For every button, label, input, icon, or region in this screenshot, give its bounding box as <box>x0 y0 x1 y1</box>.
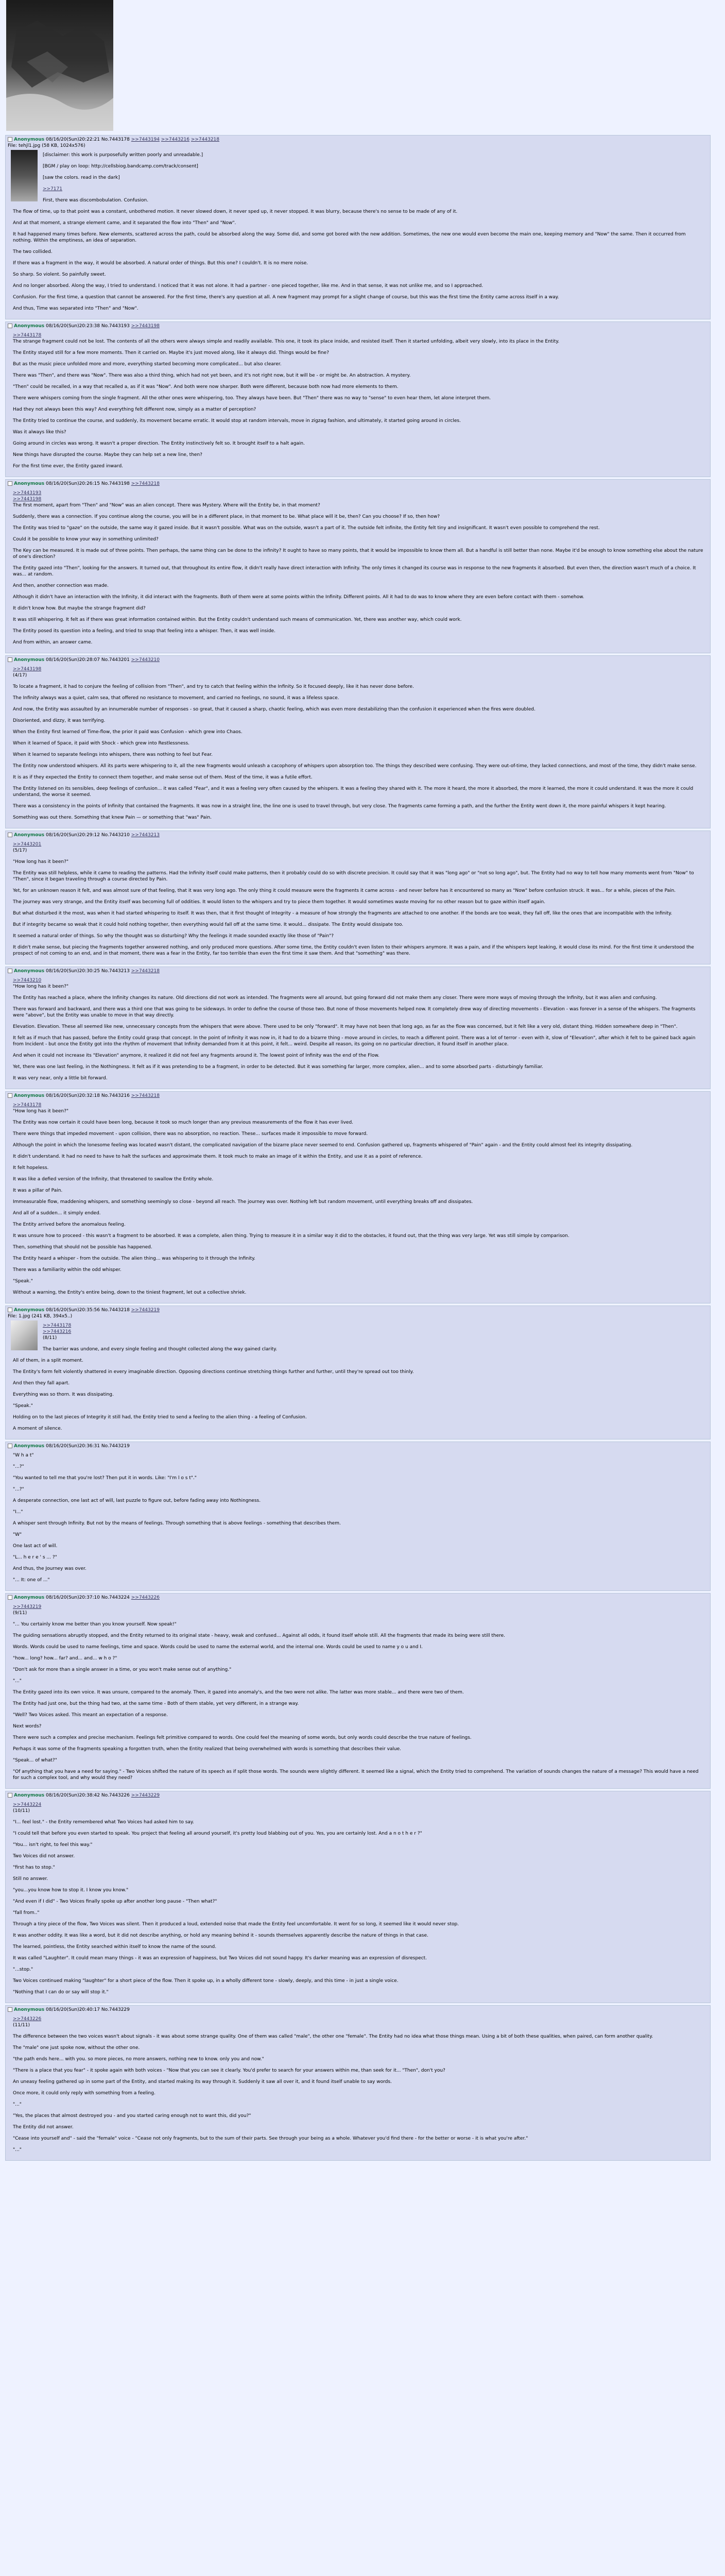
post-thumbnail[interactable] <box>11 1320 38 1350</box>
thread <box>5 133 721 2161</box>
post-paragraph: A whisper sent through Infinity. But not by the means of feelings. Through something that is above feelings - something that describes them. <box>13 1521 341 1526</box>
post-header <box>8 657 706 663</box>
post-paragraph: So sharp. So violent. So painfully sweet. <box>13 272 106 277</box>
poster-name: Anonymous <box>14 1093 45 1098</box>
post-body <box>13 332 706 469</box>
quote-link[interactable]: >>7443198 <box>13 667 42 672</box>
post-checkbox[interactable] <box>8 481 12 486</box>
post-paragraph: "Nothing that I can do or say will stop it." <box>13 1990 109 1995</box>
file-info[interactable]: File: 1.jpg (241 KB, 394x5..) <box>8 1314 73 1319</box>
backlink[interactable]: >>7443213 <box>131 833 160 838</box>
post-body <box>13 1452 706 1583</box>
post-paragraph: New things have disrupted the course. Maybe they can help set a new line, then? <box>13 452 202 457</box>
post-paragraph: And all of a sudden... it simply ended. <box>13 1211 101 1216</box>
post-paragraph: "you...you know how to stop it. I know you know." <box>13 1888 129 1893</box>
post-header <box>8 323 706 329</box>
post-paragraph: "...?" <box>13 1487 24 1492</box>
post-paragraph: "How long has it been?" <box>13 859 68 865</box>
post-body <box>13 977 706 1081</box>
post-paragraph: Perhaps it was some of the fragments speaking a forgotten truth, when the Entity realized that being overwhelmed with words is something that describes their value. <box>13 1747 402 1752</box>
poster-name: Anonymous <box>14 137 45 142</box>
post-paragraph: [saw the colors. read in the dark] <box>43 175 120 180</box>
op-image[interactable] <box>6 0 113 131</box>
post-paragraph: First, there was discombobulation. Confusion. <box>43 198 149 203</box>
post-paragraph: "Well? Two Voices asked. This meant an expectation of a response. <box>13 1713 168 1718</box>
post-paragraph: "... It: one of ..." <box>13 1578 50 1583</box>
post-date-number[interactable]: 08/16/20(Sun)20:40:17 No.7443229 <box>44 2007 130 2012</box>
post-paragraph: Words. Words could be used to name feelings, time and space. Words could be used to name the external world, and the internal one. Words could be used to name y o u and I. <box>13 1645 423 1650</box>
post-paragraph: And then, another connection was made. <box>13 583 109 588</box>
post-paragraph: All of them, in a split moment. <box>13 1358 83 1363</box>
post-paragraph: And thus, the Journey was over. <box>13 1566 87 1571</box>
post-header <box>8 1093 706 1099</box>
post-header <box>8 481 706 487</box>
poster-name: Anonymous <box>14 481 45 486</box>
post-paragraph: It seemed a natural order of things. So why the thought was so disturbing? Why the feelings it made sounded exactly like those of "Pain"? <box>13 934 334 939</box>
backlink[interactable]: >>7443218 <box>131 1093 160 1098</box>
post <box>5 135 711 319</box>
post-paragraph: "..." <box>13 1679 22 1684</box>
post-paragraph: And when it could not increase its "Elevation" anymore, it realized it did not feel any fragments around it. The lowest point of Infinity was the end of the Flow. <box>13 1053 379 1058</box>
post-paragraph: It felt hopeless. <box>13 1165 49 1171</box>
post-paragraph: (8/11) <box>43 1335 57 1341</box>
backlink[interactable]: >>7443218 <box>131 969 160 974</box>
quote-link[interactable]: >>7443178 <box>13 333 42 338</box>
post-thumbnail[interactable] <box>11 150 38 201</box>
post-paragraph: Suddenly, there was a connection. If you continue along the course, you will be in a different place, in that moment to be. What place will it be, then? Can you choose? If so, then how? <box>13 514 440 519</box>
post-paragraph: Two Voices did not answer. <box>13 1854 75 1859</box>
post-header <box>8 2007 706 2013</box>
post-paragraph: Although it didn't have an interaction with the Infinity, it did interact with the fragments. Both of them were at some points within the Infinity. Different points. All it had to do was to know where they are even before contact with them - somehow. <box>13 595 584 600</box>
post-paragraph: "Of anything that you have a need for saying." - Two Voices shifted the nature of its speech as if split those words. The sounds were slightly different. It seemed like a signal, which the Entity tried to comprehend. The variation of sounds changes the nature of a message? This would have a need for such a complex tool, and why would they need? <box>13 1769 699 1781</box>
post-paragraph: Without a warning, the Entity's entire being, down to the tiniest fragment, let out a collective shriek. <box>13 1290 247 1295</box>
post-paragraph: The Entity had just one, but the thing had two, at the same time - Both of them stable, yet very different, in a strange way. <box>13 1701 299 1706</box>
post-paragraph: Going around in circles was wrong. It wasn't a proper direction. The Entity instinctively felt so. It brought itself to a halt again. <box>13 441 305 446</box>
poster-name: Anonymous <box>14 969 45 974</box>
post-paragraph: For the first time ever, the Entity gazed inward. <box>13 464 124 469</box>
post-date-number[interactable]: 08/16/20(Sun)20:29:12 No.7443210 <box>44 833 131 838</box>
post <box>5 655 711 828</box>
post-paragraph: Then, something that should not be possible has happened. <box>13 1245 152 1250</box>
backlink[interactable]: >>7443210 <box>131 657 160 663</box>
post-paragraph: The Entity posed its question into a feeling, and tried to snap that feeling into a whisper. Then, it was well inside. <box>13 629 275 634</box>
post-paragraph: Immeasurable flow, maddening whispers, and something seemingly so close - beyond all reach. The journey was over. Nothing left but random movement, until everything breaks off and dissipates. <box>13 1199 473 1205</box>
post <box>5 1791 711 2003</box>
post-paragraph: "Cease into yourself and" - said the "female" voice - "Cease not only fragments, but to the sum of their parts. See through your being as a whole. Whatever you'd find there - for the better or worse - it is what you're after." <box>13 2136 528 2141</box>
post-date-number[interactable]: 08/16/20(Sun)20:37:10 No.7443224 <box>44 1595 131 1600</box>
post-paragraph: The Entity stayed still for a few more moments. Then it carried on. Maybe it's just moved along, like it always did. Things would be fine? <box>13 350 329 355</box>
post-paragraph: But if integrity became so weak that it could hold nothing together, then everything would fall off at the same time. It would... dissipate. The Entity would dissipate too. <box>13 922 404 927</box>
post-paragraph: [BGM / play on loop: http://cellsbiog.bandcamp.com/track/consent] <box>43 164 198 169</box>
post-paragraph: It was still whispering. It felt as if there was great information contained within. But the Entity couldn't understand such means of communication. Yet, there was another way, which could work. <box>13 617 462 622</box>
poster-name: Anonymous <box>14 1595 45 1600</box>
poster-name: Anonymous <box>14 657 45 663</box>
post-paragraph: There were such a complex and precise mechanism. Feelings felt primitive compared to words. One could feel the meaning of some words, but only words could describe the true nature of feelings. <box>13 1735 472 1740</box>
post-body <box>13 1102 706 1296</box>
post-paragraph: "the path ends here... with you. so more pieces, no more answers, nothing new to know. only you and now." <box>13 2057 264 2062</box>
post-paragraph: The Entity arrived before the anomalous feeling. <box>13 1222 126 1227</box>
post-paragraph: (5/17) <box>13 848 27 853</box>
post-paragraph: The two collided. <box>13 249 53 255</box>
post-checkbox[interactable] <box>8 969 12 973</box>
quote-link[interactable]: >>7443178 <box>13 1103 42 1108</box>
post-date-number[interactable]: 08/16/20(Sun)20:28:07 No.7443201 <box>44 657 131 663</box>
quote-link[interactable]: >>7443201 <box>13 842 42 847</box>
post-checkbox[interactable] <box>8 1595 12 1600</box>
backlink[interactable]: >>7443218 <box>191 137 220 142</box>
post-paragraph: "... You certainly know me better than you know yourself. Now speak!" <box>13 1622 177 1627</box>
post <box>5 1091 711 1303</box>
post-checkbox[interactable] <box>8 137 12 142</box>
post-paragraph: Holding on to the last pieces of Integrity it still had, the Entity tried to send a feeling to the alien thing - a feeling of Confusion. <box>13 1415 307 1420</box>
post-paragraph: An uneasy feeling gathered up in some part of the Entity, and started making its way through it. Suddenly it saw all over it, and it found itself unable to say words. <box>13 2079 392 2084</box>
post-paragraph: It was another oddity. It was like a word, but it did not describe anything, or hold any meaning behind it - sounds themselves apparently describe the nature of things in that case. <box>13 1933 428 1938</box>
post-paragraph: And from within, an answer came. <box>13 640 93 645</box>
post-paragraph: (9/11) <box>13 1611 27 1616</box>
post-header <box>8 832 706 838</box>
post-body <box>13 490 706 646</box>
post-paragraph: "fall from.." <box>13 1910 40 1916</box>
post-paragraph: Two Voices continued making "laughter" for a short piece of the flow. Then it spoke up, in a wholly different tone - slowly, deeply, and this time - in just a single voice. <box>13 1978 399 1984</box>
post-paragraph: The learned, pointless, the Entity searched within itself to know the name of the sound. <box>13 1944 217 1950</box>
post-paragraph: Was it always like this? <box>13 430 66 435</box>
post-paragraph: Confusion. For the first time, a question that cannot be answered. For the first time, there's any question at all. A new fragment may prompt for a slight change of course, but this was the first time the Entity came across itself in a way. <box>13 295 559 300</box>
post-paragraph: "I... feel lost." - the Entity remembered what Two Voices had asked him to say. <box>13 1820 194 1825</box>
post-paragraph: "Speak." <box>13 1403 33 1409</box>
post-header <box>8 1595 706 1601</box>
quote-link[interactable]: >>7443224 <box>13 1802 42 1807</box>
post-paragraph: "You wanted to tell me that you're lost? Then put it in words. Like: "I'm l o s t"." <box>13 1476 197 1481</box>
backlink[interactable]: >>7443194 <box>131 137 160 142</box>
post-paragraph: There were things that impeded movement - upon collision, there was no absorption, no reaction. These... surfaces made it impossible to move forward. <box>13 1131 368 1137</box>
post-paragraph: "Speak... of what?" <box>13 1758 57 1763</box>
post-paragraph: One last act of will. <box>13 1544 58 1549</box>
post-date-number[interactable]: 08/16/20(Sun)20:30:25 No.7443213 <box>44 969 131 974</box>
post-paragraph: The Key can be measured. It is made out of three points. Then perhaps, the same thing can be done to the infinity? It ought to have so many points, that it would be impossible to know them all. But a handful is still better than none. Maybe it'd be enough to know something else about the nature of one's direction? <box>13 548 703 560</box>
post-paragraph: The Entity did not answer. <box>13 2125 74 2130</box>
post-paragraph: And then they fall apart. <box>13 1381 70 1386</box>
poster-name: Anonymous <box>14 1308 45 1313</box>
post-checkbox[interactable] <box>8 1793 12 1798</box>
post-paragraph: It didn't understand. It had no need to have to halt the surfaces and approximate them. It took much to make an image of it within the Entity, and use it as a point of reference. <box>13 1154 423 1159</box>
quote-link[interactable]: >>7443219 <box>13 1604 42 1609</box>
post-paragraph: The barrier was undone, and every single feeling and thought collected along the way gained clarity. <box>43 1347 278 1352</box>
post-paragraph: The Entity listened on its sensibles, deep feelings of confusion... it was called "Fear", and it was a feeling very often caused by the whispers. It was a feeling they shared with it. The more it heard, the more it absorbed, the more it learned, the more it could understand. It was the more it could understand, the worse it seemed. <box>13 786 694 798</box>
post-paragraph: Yet, for an unknown reason it felt, and was almost sure of that feeling, that it was very long ago. The only thing it could measure were the fragments it came across - and never before has it encountered so many as "Now" before confusion struck. It was... for a while, pieces of the Pain. <box>13 888 676 893</box>
post-paragraph: "Don't ask for more than a single answer in a time, or you won't make sense out of anything." <box>13 1667 232 1672</box>
post-paragraph: Disoriented, and dizzy, it was terrifying. <box>13 718 106 723</box>
poster-name: Anonymous <box>14 1444 45 1449</box>
post-paragraph: "...?" <box>13 1464 24 1469</box>
post-body <box>13 152 706 312</box>
post-paragraph: Although the point in which the lonesome feeling was located wasn't distant, the complicated navigation of the bizarre place never seemed to end. Confusion gathered up, fragments whispered of "Pain" again - and the Entity could almost feel its integrity dissipating. <box>13 1143 633 1148</box>
post-paragraph: "I..." <box>13 1510 23 1515</box>
post-paragraph: It was a pillar of Pain. <box>13 1188 63 1193</box>
post-paragraph: The Entity was now certain it could have been long, because it took so much longer than any previous measurements of the flow it has ever lived. <box>13 1120 354 1125</box>
backlink[interactable]: >>7443216 <box>161 137 189 142</box>
post-paragraph: (4/17) <box>13 673 27 678</box>
post-paragraph: "And even if I did" - Two Voices finally spoke up after another long pause - "Then what?" <box>13 1899 217 1904</box>
post-paragraph: And at that moment, a strange element came, and it separated the flow into "Then" and "Now". <box>13 221 236 226</box>
post-paragraph: The difference between the two voices wasn't about signals - it was about some strange quality. One of them was called "male", the other one "female". The Entity had no idea what those things mean. Using a bit of both these qualities, when paired, can form another quality. <box>13 2034 653 2039</box>
quote-link[interactable]: >>7443193 <box>13 490 42 496</box>
post-checkbox[interactable] <box>8 2007 12 2012</box>
post-body <box>13 841 706 957</box>
post-paragraph: The guiding sensations abruptly stopped, and the Entity returned to its original state - heavy, weak and confused... Against all odds, it found itself whole still. All the fragments that made its being were still there. <box>13 1633 506 1638</box>
post <box>5 321 711 477</box>
quote-link[interactable]: >>7443226 <box>13 2016 42 2022</box>
post-paragraph: There was "Then", and there was "Now". There was also a third thing, which had not yet been, and it's not right now, but it will be - or might be. An abstraction. A mystery. <box>13 373 411 378</box>
post-paragraph: "How long has it been?" <box>13 984 68 989</box>
post-body <box>13 1323 706 1432</box>
post-paragraph: The Entity has reached a place, where the Infinity changes its nature. Old directions did not work as intended. The fragments were all around, but going forward did not make them any closer. There were more ways of moving through the Infinity, but it was alien and confusing. <box>13 995 657 1001</box>
backlink[interactable]: >>7443229 <box>131 1793 160 1798</box>
post-paragraph: The Entity now understood whispers. All its parts were whispering to it, all the new fragments would unleash a cacophony of whispers upon absorption too. The things they described were confusing. They were out-of-time, they lacked connections, and most of the time, they didn't make sense. <box>13 764 697 769</box>
post-body <box>13 1802 706 1995</box>
post-paragraph: "W" <box>13 1532 22 1537</box>
post-date-number[interactable]: 08/16/20(Sun)20:36:31 No.7443219 <box>44 1444 130 1449</box>
post-paragraph: Still no answer. <box>13 1876 48 1882</box>
post-date-number[interactable]: 08/16/20(Sun)20:22:21 No.7443178 <box>44 137 131 142</box>
post-paragraph: There was a consistency in the points of Infinity that contained the fragments. It was now in a straight line, the line one is used to travel through, but very close. The fragments came forming a path, and the further the Entity went down it, the more painful whispers it kept hearing. <box>13 804 666 809</box>
post-paragraph: Everything was so thorn. It was dissipating. <box>13 1392 114 1397</box>
post-paragraph: But what disturbed it the most, was when it had started whispering to itself. It was then, that it first thought of Integrity - a measure of how strongly the fragments are attached to one another. If the bonds are too weak, they fall off, like the ones that are incompatible with the Infinity. <box>13 911 672 916</box>
backlink[interactable]: >>7443226 <box>131 1595 160 1600</box>
post-paragraph: "W h a t" <box>13 1453 34 1458</box>
quote-link[interactable]: >>7443198 <box>13 497 42 502</box>
post-paragraph: And now, the Entity was assaulted by an innumerable number of responses - so great, that it caused a sharp, chaotic feeling, which was even more destabilizing than the confusion it experienced when the fires were doubled. <box>13 707 536 712</box>
post-date-number[interactable]: 08/16/20(Sun)20:32:18 No.7443216 <box>44 1093 131 1098</box>
post <box>5 831 711 964</box>
post-paragraph: It is as if they expected the Entity to connect them together, and make sense out of them. Most of the time, it was a futile effort. <box>13 775 313 780</box>
post-paragraph: The Entity gazed into "Then", looking for the answers. It turned out, that throughout its entire flow, it didn't really have direct interaction with Infinity. The only times it changed its course was in response to the new fragments it absorbed. But even then, the direction wasn't much of a choice. It was... at random. <box>13 566 696 577</box>
post-paragraph: It was called "Laughter". It could mean many things - it was an expression of happiness, but Two Voices did not sound happy. It's darker meaning was an expression of disrespect. <box>13 1956 427 1961</box>
post-paragraph: The Entity's form felt violently shattered in every imaginable direction. Opposing directions continue stretching things further and further, until they're spread out too thinly. <box>13 1369 414 1375</box>
post-paragraph: But as the music piece unfolded more and more, everything started becoming more complicated... but also clearer. <box>13 362 282 367</box>
post-paragraph: Something was out there. Something that knew Pain — or something that "was" Pain. <box>13 815 212 820</box>
post-paragraph: "How long has it been?" <box>13 1109 68 1114</box>
post-paragraph: When the Entity first learned of Time-flow, the prior it paid was Confusion - which grew into Chaos. <box>13 730 243 735</box>
post-checkbox[interactable] <box>8 1093 12 1098</box>
post-header <box>8 968 706 974</box>
post-paragraph: It was very near, only a little bit forward. <box>13 1076 108 1081</box>
post-paragraph: Could it be possible to know your way in something unlimited? <box>13 537 159 542</box>
post <box>5 1442 711 1591</box>
post-body <box>13 1604 706 1781</box>
post-paragraph: "first has to stop." <box>13 1865 55 1870</box>
post-date-number[interactable]: 08/16/20(Sun)20:38:42 No.7443226 <box>44 1793 131 1798</box>
file-info[interactable]: File: tehjl1.jpg (58 KB, 1024x576) <box>8 143 85 148</box>
backlink[interactable]: >>7443219 <box>131 1308 160 1313</box>
post-paragraph: The Entity tried to continue the course, and suddenly, its movement became erratic. It would stop at random intervals, move in zigzag fashion, and ultimately, it started going around in circles. <box>13 418 461 423</box>
post-paragraph: A desperate connection, one last act of will, last puzzle to figure out, before fading away into Nothingness. <box>13 1498 261 1503</box>
post-date-number[interactable]: 08/16/20(Sun)20:35:56 No.7443218 <box>44 1308 131 1313</box>
post-paragraph: "Speak." <box>13 1279 33 1284</box>
backlink[interactable]: >>7443198 <box>131 324 160 329</box>
post-date-number[interactable]: 08/16/20(Sun)20:23:38 No.7443193 <box>44 324 131 329</box>
post-paragraph: It didn't make sense, but piecing the fragments together answered nothing, and only produced more questions. After some time, the Entity couldn't even listen to their whispers anymore. It was a pain, and if the whispers kept leaking, it would close its mind. For the first time it understood the prospect of not coming to an end, and in that moment, there was a fear in the Entity, far too terrible than even the first time it saw them. And that "something" was there. <box>13 945 694 956</box>
post-checkbox[interactable] <box>8 1444 12 1448</box>
post <box>5 1593 711 1789</box>
post-paragraph: It didn't know how. But maybe the strange fragment did? <box>13 606 146 611</box>
post-paragraph: "...stop." <box>13 1967 33 1972</box>
post-paragraph: The Entity gazed into its own voice. It was unsure, compared to the anomaly. Then, it gazed into anomaly's, and the two were not alike. The latter was more stable... and there were two of them. <box>13 1690 464 1695</box>
post-paragraph: "There is a place that you fear" - it spoke again with both voices - "Now that you can see it clearly. You'd prefer to search for your answers within me, than seek for it... "Then", don't you? <box>13 2068 445 2073</box>
post-paragraph: It was unsure how to proceed - this wasn't a fragment to be absorbed. It was a complete, alien thing. Trying to measure it in a similar way it did to the obstacles, it found out, that the thing was very large. Yet was still simple by comparison. <box>13 1233 569 1239</box>
post-paragraph: "You... isn't right, to feel this way." <box>13 1842 93 1848</box>
post-header <box>8 1443 706 1449</box>
post-paragraph: There was a familiarity within the odd whisper. <box>13 1267 122 1273</box>
post-paragraph: Next words? <box>13 1724 42 1729</box>
quote-link[interactable]: >>7443178 <box>43 1323 72 1328</box>
post-paragraph: There was forward and backward, and there was a third one that was going to be sideways. In order to define the course of those two. But none of those movements helped now. It completely drew way of directing movements - Elevation - was forever in a sense of the whispers. The fragments were "above", but the Entity was unable to move in that way directly. <box>13 1007 696 1018</box>
poster-name: Anonymous <box>14 2007 45 2012</box>
post-paragraph: When it learned to separate feelings into whispers, there was nothing to feel but Fear. <box>13 752 213 757</box>
post-paragraph: The strange fragment could not be lost. The contents of all the others were always simple and readily available. This one, it took its place inside, and resisted itself. Then it started unfolding, albeit very slowly, into its place in the Entity. <box>13 339 560 344</box>
post-body <box>13 2016 706 2153</box>
post-paragraph: "..." <box>13 2147 22 2153</box>
post-paragraph: "I could tell that before you even started to speak. You project that feeling all around yourself, it's pretty loud blabbing out of you. Yes, you are certainly lost. And a n o t h e r ?" <box>13 1831 422 1836</box>
post-paragraph: The Entity was tried to "gaze" on the outside, the same way it gazed inside. But it wasn't possible. What was on the outside, wasn't a part of it. The outside felt infinite, the Entity felt tiny and insignificant. It wasn't even possible to comprehend the rest. <box>13 526 600 531</box>
poster-name: Anonymous <box>14 324 45 329</box>
post-checkbox[interactable] <box>8 1308 12 1312</box>
post-paragraph: The first moment, apart from "Then" and "Now" was an alien concept. There was Mystery. Where will the Entity be, in that moment? <box>13 503 320 508</box>
post-paragraph: It had happened many times before. New elements, scattered across the path, could be absorbed along the way. Some did, and some got bored with the new addition. Sometimes, the new one would even become the main one, keeping memory and "Now" the same. Then it occurred from nothing. Within the emptiness, an idea of separation. <box>13 232 686 243</box>
post-paragraph: Once more, it could only reply with something from a feeling. <box>13 2091 156 2096</box>
post-paragraph: [disclaimer: this work is purposefully written poorly and unreadable.] <box>43 152 203 158</box>
post-checkbox[interactable] <box>8 657 12 662</box>
post-paragraph: And thus, Time was separated into "Then" and "Now". <box>13 306 139 311</box>
post-header <box>8 1792 706 1799</box>
poster-name: Anonymous <box>14 833 45 838</box>
post-header <box>8 1307 706 1313</box>
post-body <box>13 666 706 821</box>
post-paragraph: A moment of silence. <box>13 1426 62 1431</box>
op-image-art <box>6 0 113 131</box>
post-paragraph: Through a tiny piece of the flow, Two Voices was silent. Then it produced a loud, extended noise that made the Entity feel uncomfortable. It went for so long, it seemed like it would never stop. <box>13 1922 459 1927</box>
post-paragraph: Had they not always been this way? And everything felt different now, simply as a matter of perception? <box>13 407 256 412</box>
post-paragraph: The "male" one just spoke now, without the other one. <box>13 2045 140 2050</box>
post-paragraph: "Yes, the places that almost destroyed you - and you started caring enough not to want this, did you?" <box>13 2113 251 2119</box>
post-paragraph: "how... long? how... far? and... and... w h o ?" <box>13 1656 117 1661</box>
post <box>5 967 711 1089</box>
post-paragraph: Elevation. Elevation. These all seemed like new, unnecessary concepts from the whispers that were above. There used to be only "forward". It may have not been that long ago, as far as the flow was concerned, but it felt like a very old, distant thing. Hidden somewhere deep in "Then". <box>13 1024 678 1029</box>
post-paragraph: And no longer absorbed. Along the way, I tried to understand. I noticed that it was not alone. It had a partner - one pieced together, like me. And in that sense, it was not unlike me, and so I approached. <box>13 283 484 289</box>
post-checkbox[interactable] <box>8 324 12 328</box>
post-checkbox[interactable] <box>8 833 12 837</box>
post-paragraph: >>7171 <box>43 187 62 192</box>
post-paragraph: "..." <box>13 2102 22 2107</box>
post-paragraph: It felt as if much that has passed, before the Entity could grasp that concept. In the point of Infinity it was now in, it had to do a bizarre thing - move around in circles, to reach a different point. There was a lot of terror - even with it, slow of "Elevation", after which it felt to be gained back again from Incident - but once the Entity got into the rhythm of movement that Infinity demanded from it at this point, it felt... weird. Despite all reason, its going on no particular direction, it found itself in another place. <box>13 1036 696 1047</box>
post-paragraph: The Infinity always was a quiet, calm sea, that offered no resistance to movement, and carried no feelings, no sound, it was a lifeless space. <box>13 696 339 701</box>
post-header <box>8 137 706 143</box>
post-paragraph: The Entity heard a whisper - from the outside. The alien thing... was whispering to it through the Infinity. <box>13 1256 256 1261</box>
post <box>5 2005 711 2161</box>
post-date-number[interactable]: 08/16/20(Sun)20:26:15 No.7443198 <box>44 481 131 486</box>
post <box>5 1306 711 1439</box>
poster-name: Anonymous <box>14 1793 45 1798</box>
post-paragraph: The Entity was still helpless, while it came to reading the patterns. Had the Infinity itself could make patterns, then it probably could do so with discrete precision. It could say that it was "long ago" or "not so long ago", but. The Entity had no way to tell how many moments went from "Now" to "Then", since it began traveling through a course directed by Pain. <box>13 871 694 882</box>
post-paragraph: The flow of time, up to that point was a constant, unbothered motion. It never slowed down, it never sped up, it never stopped. It was blurry, because there's no sense to be made of any of it. <box>13 209 458 214</box>
post <box>5 479 711 653</box>
post-paragraph: When it learned of Space, it paid with Shock - which grew into Restlessness. <box>13 741 190 746</box>
post-paragraph: There were whispers coming from the single fragment. All the other ones were whispering, too. They always have been. But "Then" there was no way to "sense" to even hear them, let alone interpret them. <box>13 396 491 401</box>
post-paragraph: (10/11) <box>13 1808 30 1814</box>
post-paragraph: To locate a fragment, it had to conjure the feeling of collision from "Then", and try to catch that feeling within the Infinity. So it focused deeply, like it has never done before. <box>13 684 414 689</box>
quote-link[interactable]: >>7443216 <box>43 1329 72 1334</box>
post-paragraph: (11/11) <box>13 2023 30 2028</box>
post-paragraph: The journey was very strange, and the Entity itself was becoming full of oddities. It would listen to the whispers and try to piece them together. It would sometimes waste moving for no other reason but to gaze within itself again. <box>13 900 546 905</box>
backlink[interactable]: >>7443218 <box>131 481 160 486</box>
post-paragraph: "Then" could be recalled, in a way that recalled a, as if it was "Now". And both were now sharper. Both were different, because both now had more elements to them. <box>13 384 399 389</box>
post-paragraph: Yet, there was one last feeling, in the Nothingness. It felt as if it was pretending to be a fragment, in order to be detected. But it was something far larger, more complex, alien... and to some absorbed parts - disturbingly familiar. <box>13 1064 543 1070</box>
quote-link[interactable]: >>7443210 <box>13 978 42 983</box>
post-paragraph: It was like a defied version of the Infinity, that threatened to swallow the Entity whole. <box>13 1177 214 1182</box>
post-paragraph: If there was a fragment in the way, it would be absorbed. A natural order of things. But this one? I couldn't. It is no mere noise. <box>13 261 308 266</box>
post-paragraph: "L... h e r e ' s ... ?" <box>13 1555 57 1560</box>
